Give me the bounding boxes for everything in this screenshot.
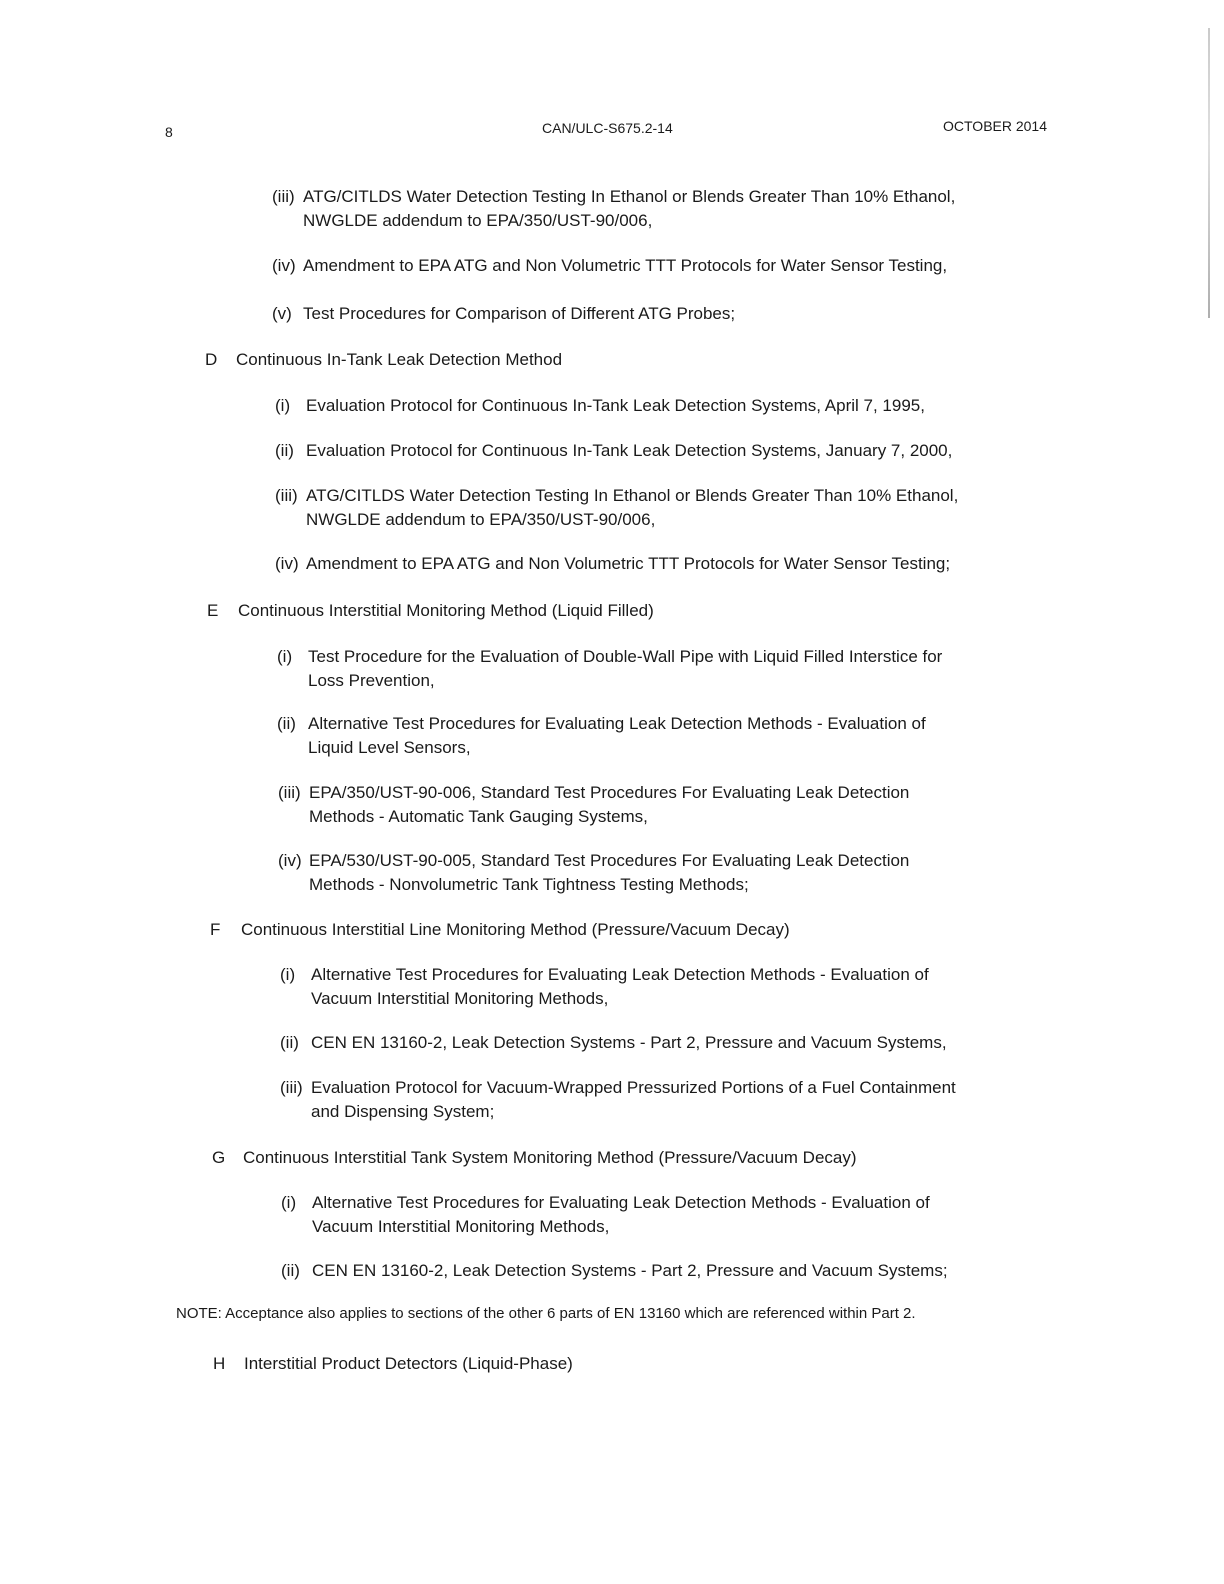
item-number: (iv) — [275, 554, 299, 573]
item-text — [306, 484, 958, 532]
item-text — [303, 302, 735, 326]
section-title: Interstitial Product Detectors (Liquid-Phase) — [244, 1354, 573, 1373]
section-title: Continuous Interstitial Tank System Monitoring Method (Pressure/Vacuum Decay) — [243, 1148, 857, 1167]
item-number: (ii) — [280, 1033, 299, 1052]
item-text — [303, 185, 955, 233]
item-number: (ii) — [277, 714, 296, 733]
item-line: NWGLDE addendum to EPA/350/UST-90/006, — [306, 510, 656, 529]
publication-date: OCTOBER 2014 — [943, 118, 1048, 134]
item-text — [306, 439, 952, 463]
item-number: (i) — [275, 396, 291, 415]
item-text — [306, 552, 950, 576]
item-line: Alternative Test Procedures for Evaluating Leak Detection Methods - Evaluation of — [308, 714, 926, 733]
item-line: Vacuum Interstitial Monitoring Methods, — [311, 989, 609, 1008]
item-line: CEN EN 13160-2, Leak Detection Systems - Part 2, Pressure and Vacuum Systems; — [312, 1261, 948, 1280]
item-text — [308, 712, 926, 760]
page-header — [0, 118, 1224, 142]
section-letter: F — [210, 920, 221, 939]
item-text — [311, 1031, 947, 1055]
note-text: NOTE: Acceptance also applies to sections of the other 6 parts of EN 13160 which are referenced within Part 2. — [176, 1305, 916, 1322]
section-title: Continuous Interstitial Line Monitoring Method (Pressure/Vacuum Decay) — [241, 920, 790, 939]
item-number: (iv) — [278, 851, 302, 870]
item-line: Amendment to EPA ATG and Non Volumetric TTT Protocols for Water Sensor Testing; — [306, 554, 951, 573]
section-letter: D — [205, 350, 218, 369]
item-text — [309, 849, 909, 897]
section-letter: E — [207, 601, 219, 620]
item-number: (v) — [272, 304, 292, 323]
item-line: Amendment to EPA ATG and Non Volumetric TTT Protocols for Water Sensor Testing, — [303, 256, 948, 275]
item-line: Test Procedures for Comparison of Different ATG Probes; — [303, 304, 736, 323]
item-text — [311, 1076, 956, 1124]
item-text — [308, 645, 942, 693]
item-number: (ii) — [275, 441, 294, 460]
item-number: (i) — [281, 1193, 297, 1212]
item-line: Evaluation Protocol for Continuous In-Tank Leak Detection Systems, April 7, 1995, — [306, 396, 925, 415]
item-text — [311, 963, 929, 1011]
item-text — [312, 1191, 930, 1239]
item-number: (iii) — [280, 1078, 303, 1097]
item-line: Test Procedure for the Evaluation of Double-Wall Pipe with Liquid Filled Interstice for — [308, 647, 943, 666]
section-title: Continuous In-Tank Leak Detection Method — [236, 350, 563, 369]
item-text — [303, 254, 947, 278]
standard-designation: CAN/ULC-S675.2-14 — [542, 120, 673, 136]
item-text — [306, 394, 925, 418]
item-line: EPA/350/UST-90-006, Standard Test Procedures For Evaluating Leak Detection — [309, 783, 910, 802]
item-line: Loss Prevention, — [308, 671, 435, 690]
item-line: Alternative Test Procedures for Evaluating Leak Detection Methods - Evaluation of — [311, 965, 929, 984]
item-line: Alternative Test Procedures for Evaluating Leak Detection Methods - Evaluation of — [312, 1193, 930, 1212]
item-line: ATG/CITLDS Water Detection Testing In Ethanol or Blends Greater Than 10% Ethanol, — [303, 187, 956, 206]
item-number: (i) — [277, 647, 293, 666]
section-letter: H — [213, 1354, 226, 1373]
section-letter: G — [212, 1148, 226, 1167]
item-line: Vacuum Interstitial Monitoring Methods, — [312, 1217, 610, 1236]
item-line: Evaluation Protocol for Vacuum-Wrapped Pressurized Portions of a Fuel Containment — [311, 1078, 956, 1097]
item-line: Methods - Automatic Tank Gauging Systems, — [309, 807, 648, 826]
item-line: Methods - Nonvolumetric Tank Tightness Testing Methods; — [309, 875, 749, 894]
item-text — [309, 781, 909, 829]
item-line: ATG/CITLDS Water Detection Testing In Ethanol or Blends Greater Than 10% Ethanol, — [306, 486, 959, 505]
item-line: Evaluation Protocol for Continuous In-Tank Leak Detection Systems, January 7, 2000, — [306, 441, 953, 460]
item-line: EPA/530/UST-90-005, Standard Test Procedures For Evaluating Leak Detection — [309, 851, 910, 870]
item-number: (i) — [280, 965, 296, 984]
item-number: (ii) — [281, 1261, 300, 1280]
scan-edge-mark — [1208, 28, 1210, 318]
item-line: NWGLDE addendum to EPA/350/UST-90/006, — [303, 211, 653, 230]
item-number: (iii) — [272, 187, 295, 206]
item-number: (iv) — [272, 256, 296, 275]
section-title: Continuous Interstitial Monitoring Method (Liquid Filled) — [238, 601, 654, 620]
item-line: Liquid Level Sensors, — [308, 738, 471, 757]
item-number: (iii) — [275, 486, 298, 505]
item-text — [312, 1259, 948, 1283]
item-line: and Dispensing System; — [311, 1102, 495, 1121]
item-line: CEN EN 13160-2, Leak Detection Systems - Part 2, Pressure and Vacuum Systems, — [311, 1033, 947, 1052]
item-number: (iii) — [278, 783, 301, 802]
page-number: 8 — [165, 124, 173, 140]
